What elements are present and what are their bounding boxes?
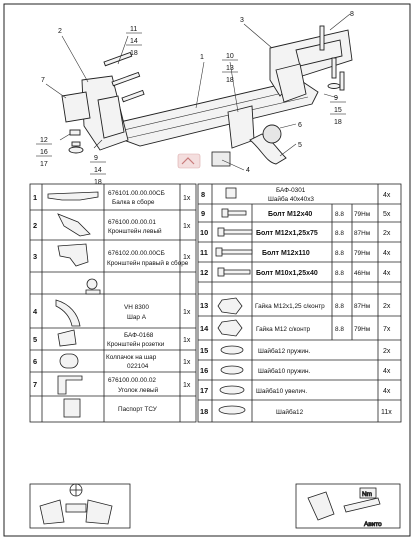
left-row-3-name: Кронштейн правый в сборе (107, 260, 189, 267)
right-row-9-number: 9 (201, 209, 206, 218)
right-row-13-qty: 2x (383, 303, 391, 310)
callout-6: 6 (298, 122, 302, 129)
left-row-4-code: VH 8300 (124, 304, 149, 311)
bottom-strip (30, 484, 400, 528)
torque-tool-icon (308, 488, 382, 528)
callout-10: 10 (226, 53, 234, 60)
left-row-7-number: 7 (33, 380, 38, 389)
right-row-10-name: Болт М12x1,25x75 (256, 230, 318, 237)
right-row-12-torque: 46Нм (354, 270, 371, 277)
right-row-15-qty: 2x (383, 348, 391, 355)
right-row-14-class: 8.8 (335, 326, 344, 333)
right-row-12-qty: 4x (383, 270, 391, 277)
callout-14b: 14 (94, 167, 102, 174)
right-parts-table (198, 184, 401, 422)
callout-12: 12 (40, 137, 48, 144)
right-row-13-number: 13 (200, 301, 209, 310)
watermark-text: Авито (364, 521, 382, 528)
left-row-6-code: Колпачок на шар (106, 354, 157, 361)
callout-7: 7 (41, 77, 45, 84)
right-row-18-number: 18 (200, 407, 209, 416)
right-row-10-class: 8.8 (335, 230, 344, 237)
callout-17: 17 (40, 161, 48, 168)
left-row-3-code: 676102.00.00.00СБ (108, 250, 165, 257)
right-row-9-qty: 5x (383, 211, 391, 218)
callout-18b: 18 (226, 77, 234, 84)
callout-13: 13 (226, 65, 234, 72)
right-row-18-qty: 11x (381, 409, 392, 416)
left-row-2-code: 676100.00.00.01 (108, 219, 156, 226)
left-row-5-number: 5 (33, 335, 38, 344)
right-row-15-number: 15 (200, 346, 209, 355)
left-row-7-code: 676100.00.00.02 (108, 377, 156, 384)
left-row-5-qty: 1x (183, 337, 191, 344)
right-row-14-number: 14 (200, 324, 209, 333)
exploded-view (36, 11, 354, 186)
right-row-13-torque: 87Нм (354, 303, 371, 310)
right-row-11-name: Болт М12x110 (262, 250, 310, 257)
right-row-9-class: 8.8 (335, 211, 344, 218)
right-row-17-qty: 4x (383, 388, 391, 395)
right-row-11-torque: 79Нм (354, 250, 371, 257)
callout-9b: 9 (94, 155, 98, 162)
torque-unit-label: Nm (362, 491, 372, 498)
left-row-2-name: Кронштейн левый (108, 228, 162, 235)
left-row-7-qty: 1x (183, 382, 191, 389)
right-row-8-code: БАФ-0301 (276, 187, 306, 194)
left-row-3-qty: 1x (183, 254, 191, 261)
left-row-4-name: Шар А (127, 314, 147, 321)
left-row-1-name: Балка в сборе (112, 199, 155, 206)
callout-15: 15 (334, 107, 342, 114)
socket-plate (212, 152, 230, 166)
right-row-13-class: 8.8 (335, 303, 344, 310)
right-row-16-number: 16 (200, 366, 209, 375)
left-row-2-number: 2 (33, 221, 38, 230)
left-row-1-code: 676101.00.00.00СБ (108, 190, 165, 197)
right-row-9-name: Болт М12x40 (268, 211, 313, 218)
left-row-5-code: БАФ-0168 (124, 332, 154, 339)
right-row-18-name: Шайба12 (276, 409, 304, 416)
installation-icon (40, 484, 112, 524)
tow-ball (263, 125, 281, 143)
callout-3: 3 (240, 17, 244, 24)
callout-18d: 18 (94, 179, 102, 186)
callout-18: 18 (130, 50, 138, 57)
right-row-12-class: 8.8 (335, 270, 344, 277)
left-row-4-qty: 1x (183, 309, 191, 316)
right-row-14-qty: 7x (383, 326, 391, 333)
right-row-15-name: Шайба12 пружин. (258, 348, 311, 355)
right-row-14-name: Гайка М12 с/контр (256, 326, 311, 333)
right-row-10-torque: 87Нм (354, 230, 371, 237)
right-row-17-name: Шайба10 увелич. (256, 388, 308, 395)
left-row-5-name: Кронштейн розетки (107, 341, 165, 348)
right-row-8-number: 8 (201, 190, 206, 199)
left-row-1-qty: 1x (183, 195, 191, 202)
callout-11: 11 (130, 26, 138, 33)
right-row-13-name: Гайка М12x1,25 с/контр (255, 303, 325, 310)
left-row-2-qty: 1x (183, 223, 191, 230)
watermark-logo (178, 154, 200, 168)
right-row-9-torque: 79Нм (354, 211, 371, 218)
right-row-17-number: 17 (200, 386, 209, 395)
right-row-11-class: 8.8 (335, 250, 344, 257)
right-row-10-number: 10 (200, 228, 209, 237)
right-row-11-number: 11 (200, 248, 208, 257)
right-row-12-number: 12 (200, 268, 209, 277)
callout-8: 8 (350, 11, 354, 18)
left-row-8-name: Паспорт ТСУ (118, 406, 157, 413)
right-row-8-qty: 4x (383, 192, 391, 199)
right-row-8-name: Шайба 40x40x3 (268, 196, 314, 203)
left-row-6-qty: 1x (183, 359, 191, 366)
callout-14: 14 (130, 38, 138, 45)
left-row-7-name: Уголок левый (118, 387, 159, 394)
left-row-6-name: 022104 (127, 363, 149, 370)
right-row-16-name: Шайба10 пружин. (258, 368, 311, 375)
left-parts-table (30, 184, 196, 422)
neck-bracket (228, 106, 254, 148)
left-thumbnails (48, 192, 100, 417)
left-row-6-number: 6 (33, 357, 38, 366)
right-row-12-name: Болт М10x1,25x40 (256, 270, 318, 277)
left-row-3-number: 3 (33, 252, 38, 261)
callout-9: 9 (334, 95, 338, 102)
callout-16: 16 (40, 149, 48, 156)
left-row-4-number: 4 (33, 307, 38, 316)
right-row-11-qty: 4x (383, 250, 391, 257)
right-row-16-qty: 4x (383, 368, 391, 375)
left-row-1-number: 1 (33, 193, 38, 202)
callout-18c: 18 (334, 119, 342, 126)
callout-2: 2 (58, 28, 62, 35)
callout-1: 1 (200, 54, 204, 61)
callout-5: 5 (298, 142, 302, 149)
right-row-10-qty: 2x (383, 230, 391, 237)
callout-4: 4 (246, 167, 250, 174)
right-row-14-torque: 79Нм (354, 326, 371, 333)
